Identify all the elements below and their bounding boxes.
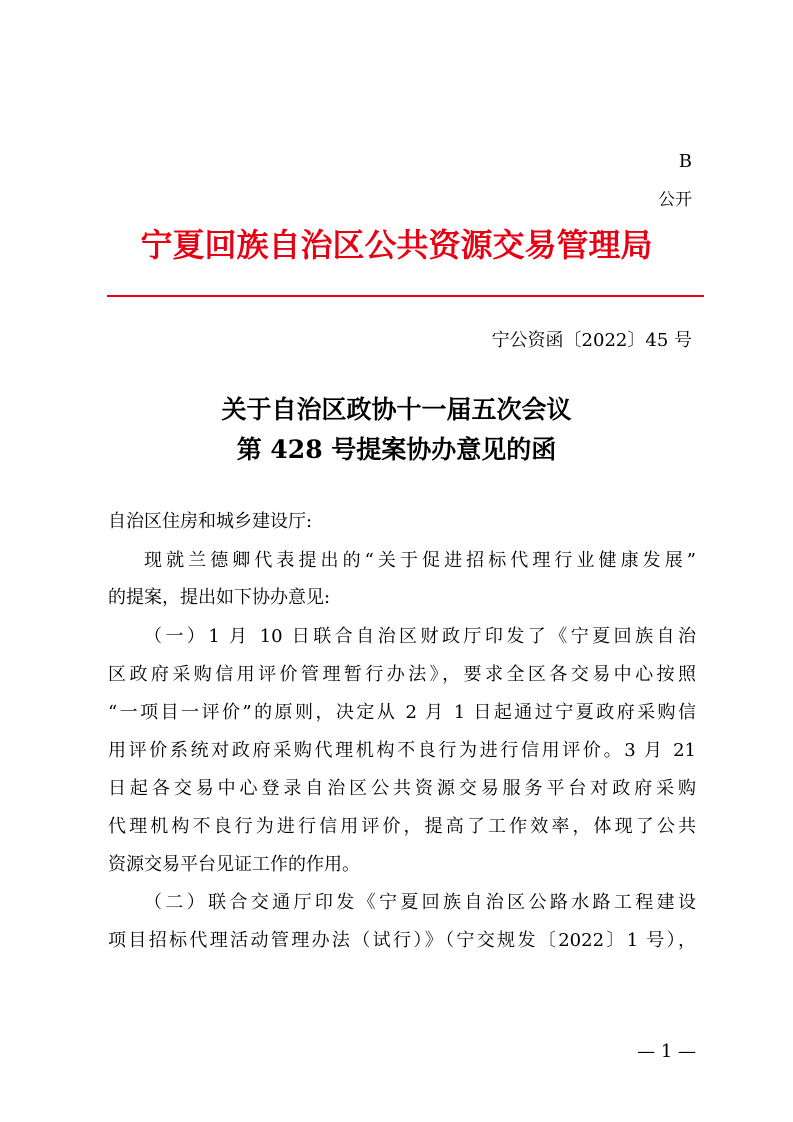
document-title-line-1: 关于自治区政协十一届五次会议 — [221, 395, 572, 424]
document-number: 宁公资函〔2022〕45 号 — [491, 330, 692, 351]
body-line: （一）1 月 10 日联合自治区财政厅印发了《宁夏回族自治 — [144, 626, 696, 647]
body-line: 用评价系统对政府采购代理机构不良行为进行信用评价。3 月 21 — [108, 740, 696, 761]
classification-level: B — [678, 151, 692, 172]
body-line: 的提案，提出如下协办意见: — [108, 587, 331, 608]
body-line: 资源交易平台见证工作的作用。 — [108, 854, 360, 875]
salutation: 自治区住房和城乡建设厅: — [108, 511, 313, 532]
document-title-line-2: 第 428 号提案协办意见的函 — [236, 435, 557, 464]
disclosure-status: 公开 — [658, 190, 692, 210]
body-line: 区政府采购信用评价管理暂行办法》，要求全区各交易中心按照 — [108, 664, 696, 685]
body-line: 现就兰德卿代表提出的“关于促进招标代理行业健康发展” — [144, 550, 696, 571]
body-line: 项目招标代理活动管理办法（试行）》（宁交规发〔2022〕1 号）， — [108, 930, 696, 951]
body-line: （二）联合交通厅印发《宁夏回族自治区公路水路工程建设 — [144, 892, 696, 913]
header-red-rule — [107, 295, 704, 297]
page-number: — 1 — — [637, 1041, 696, 1062]
body-line: 代理机构不良行为进行信用评价，提高了工作效率，体现了公共 — [108, 816, 696, 837]
body-line: “一项目一评价”的原则，决定从 2 月 1 日起通过宁夏政府采购信 — [108, 702, 696, 723]
body-line: 日起各交易中心登录自治区公共资源交易服务平台对政府采购 — [108, 778, 696, 799]
organization-header: 宁夏回族自治区公共资源交易管理局 — [140, 226, 653, 264]
